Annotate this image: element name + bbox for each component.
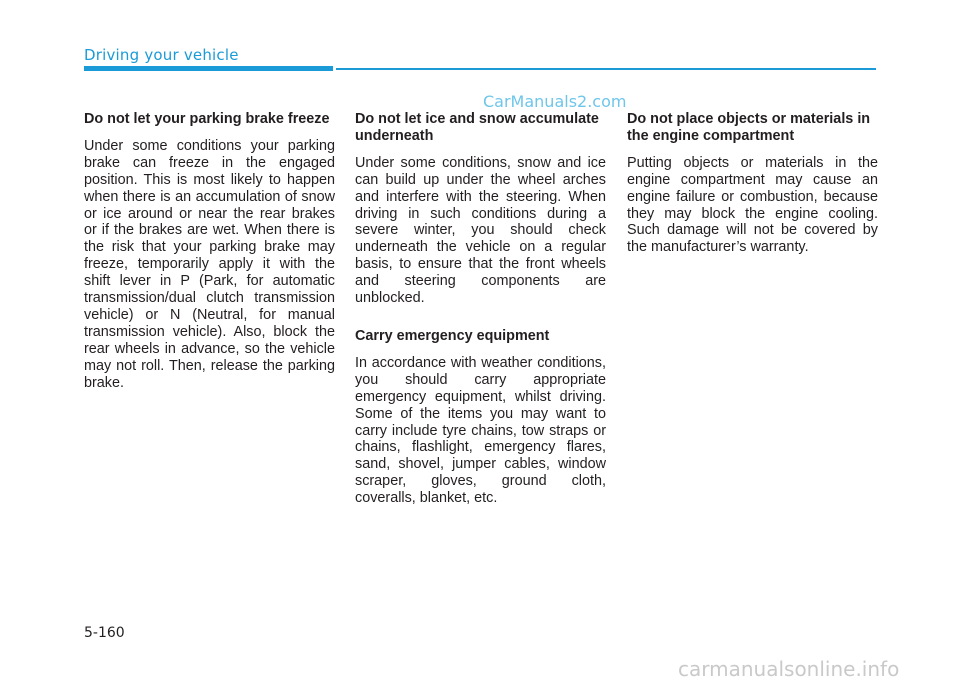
watermark-link[interactable]: CarManuals2.com xyxy=(483,92,627,111)
column-1 xyxy=(84,111,335,392)
header-rule-thin xyxy=(336,68,876,70)
heading-parking-brake-freeze: Do not let your parking brake freeze xyxy=(84,111,330,127)
column-3 xyxy=(627,111,878,256)
section-title: Driving your vehicle xyxy=(84,46,239,64)
header-rule-thick xyxy=(84,66,333,71)
body-parking-brake-freeze: Under some conditions your parking brake can freeze in the engaged position. This is most likely to happen when there is an accumulation of snow or ice around or near the rear brakes or if the brakes are wet. When there is the risk that your parking brake may freeze, temporarily apply it with the shift lever in P (Park, for automatic transmission/dual clutch transmission vehicle) or N (Neutral, for manual transmission vehicle). Also, block the rear wheels in advance, so the vehicle may not roll. Then, release the parking brake. xyxy=(84,137,335,391)
body-emergency-equipment: In accordance with weather conditions, you should carry appropriate emergency equipment, whilst driving. Some of the items you may want to carry include tyre chains, tow straps or chains, flashlight, emergency flares, sand, shovel, jumper cables, window scraper, gloves, ground cloth, coveralls, blanket, etc. xyxy=(355,354,606,507)
body-engine-compartment: Putting objects or materials in the engine compartment may cause an engine failure or combustion, because they may block the engine cooling. Such damage will not be covered by the manufacturer’s warranty. xyxy=(627,154,878,256)
heading-emergency-equipment: Carry emergency equipment xyxy=(355,327,550,344)
column-2 xyxy=(355,111,606,507)
body-ice-snow-underneath: Under some conditions, snow and ice can build up under the wheel arches and interfere with the steering. When driving in such conditions during a severe winter, you should check underneath the vehicle on a regular basis, to ensure that the front wheels and steering components are unblocked. xyxy=(355,154,606,307)
heading-ice-snow-underneath: Do not let ice and snow accumulate underneath xyxy=(355,111,599,144)
page-number: 5-160 xyxy=(84,625,125,641)
footer-site-link[interactable]: carmanualsonline.info xyxy=(678,657,900,681)
heading-engine-compartment: Do not place objects or materials in the engine compartment xyxy=(627,111,871,144)
